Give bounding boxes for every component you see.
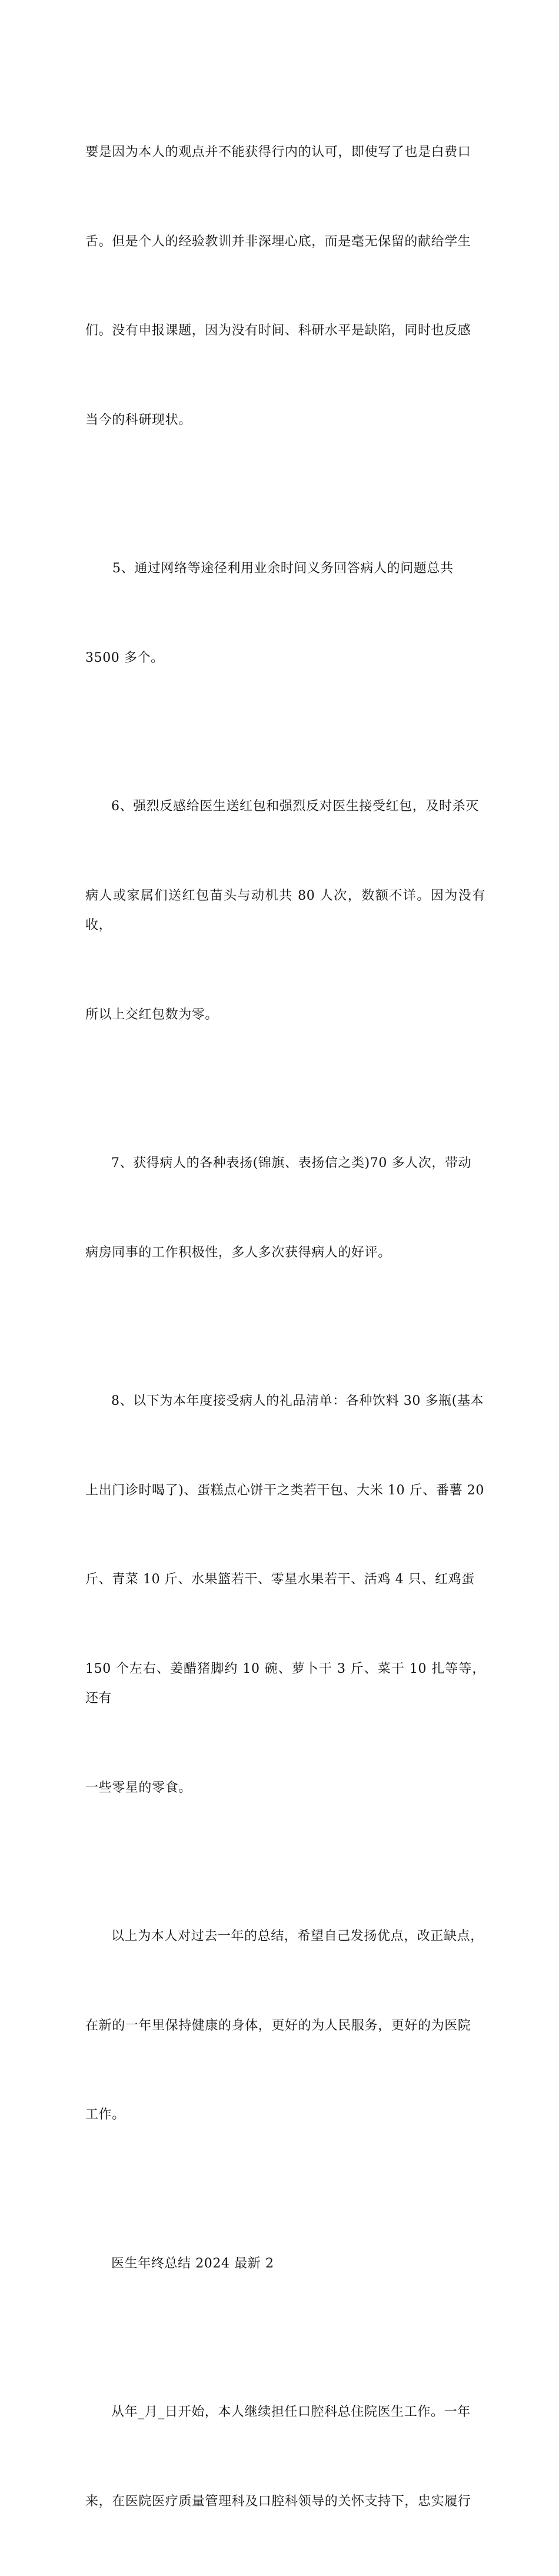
text-line: 斤、青菜 10 斤、水果篮若干、零星水果若干、活鸡 4 只、红鸡蛋 xyxy=(85,1572,475,1587)
text-line: 8、以下为本年度接受病人的礼品清单：各种饮料 30 多瓶(基本 xyxy=(111,1394,484,1408)
text-line: 从年_月_日开始，本人继续担任口腔科总住院医生工作。一年 xyxy=(111,2405,471,2419)
text-line: 工作。 xyxy=(85,2107,125,2122)
text-line: 7、获得病人的各种表扬(锦旗、表扬信之类)70 多人次，带动 xyxy=(111,1156,472,1171)
paragraph-item-8 xyxy=(85,1327,485,1862)
document-body xyxy=(85,78,485,2576)
text-line: 5、通过网络等途径利用业余时间义务回答病人的问题总共 xyxy=(112,561,454,576)
heading-line: 医生年终总结 2024 最新 2 xyxy=(111,2256,274,2271)
text-line: 一些零星的零食。 xyxy=(85,1780,192,1795)
text-line: 病人或家属们送红包苗头与动机共 80 人次，数额不详。因为没有收， xyxy=(85,888,485,933)
paragraph-item-5 xyxy=(85,495,485,732)
text-line: 3500 多个。 xyxy=(85,650,164,665)
text-line: 在新的一年里保持健康的身体，更好的为人民服务，更好的为医院 xyxy=(85,2018,471,2033)
section-heading xyxy=(85,2190,485,2339)
paragraph-item-7 xyxy=(85,1089,485,1327)
text-line: 来，在医院医疗质量管理科及口腔科领导的关怀支持下，忠实履行 xyxy=(85,2494,471,2509)
paragraph-intro-2 xyxy=(85,2338,485,2576)
text-line: 6、强烈反感给医生送红包和强烈反对医生接受红包，及时杀灭 xyxy=(111,799,479,814)
text-line: 以上为本人对过去一年的总结，希望自己发扬优点，改正缺点， xyxy=(111,1929,484,1944)
text-line: 当今的科研现状。 xyxy=(85,412,192,427)
paragraph-item-6 xyxy=(85,732,485,1089)
text-line: 们。没有申报课题，因为没有时间、科研水平是缺陷，同时也反感 xyxy=(85,323,471,338)
paragraph-conclusion xyxy=(85,1862,485,2190)
paragraph-research xyxy=(85,78,485,495)
text-line: 所以上交红包数为零。 xyxy=(85,1007,219,1022)
text-line: 150 个左右、姜醋猪脚约 10 碗、萝卜干 3 斤、菜干 10 扎等等，还有 xyxy=(85,1661,485,1706)
text-line: 要是因为本人的观点并不能获得行内的认可，即使写了也是白费口 xyxy=(85,145,471,160)
text-line: 舌。但是个人的经验教训并非深埋心底，而是毫无保留的献给学生 xyxy=(85,234,471,249)
text-line: 病房同事的工作积极性，多人多次获得病人的好评。 xyxy=(85,1245,391,1260)
text-line: 上出门诊时喝了)、蛋糕点心饼干之类若干包、大米 10 斤、番薯 20 xyxy=(85,1483,484,1498)
